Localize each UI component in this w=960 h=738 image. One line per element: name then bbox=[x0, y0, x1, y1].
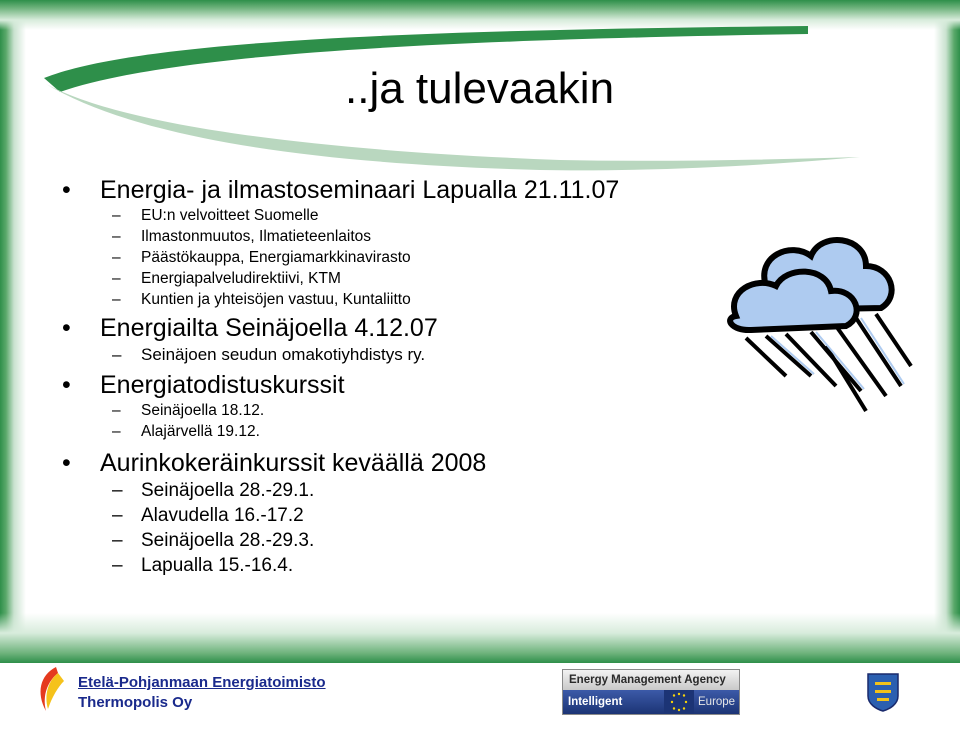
rain-cloud-icon bbox=[716, 226, 916, 426]
bullet-icon: • bbox=[62, 449, 71, 477]
sub-text: EU:n velvoitteet Suomelle bbox=[141, 207, 319, 224]
agency-banner bbox=[563, 690, 739, 732]
slide-content bbox=[62, 172, 762, 578]
dash-icon: – bbox=[112, 480, 123, 501]
org-name-line1: Etelä-Pohjanmaan Energiatoimisto bbox=[78, 674, 326, 691]
sub-text: Alavudella 16.-17.2 bbox=[141, 505, 304, 526]
dash-icon: – bbox=[112, 291, 121, 308]
dash-icon: – bbox=[112, 402, 121, 419]
dash-icon: – bbox=[112, 228, 121, 245]
sub-text: Energiapalveludirektiivi, KTM bbox=[141, 270, 341, 287]
energy-office-logo-icon bbox=[34, 663, 70, 715]
bullet-icon: • bbox=[62, 176, 71, 204]
bullet-item bbox=[62, 175, 762, 205]
sub-text: Seinäjoella 28.-29.3. bbox=[141, 530, 315, 551]
dash-icon: – bbox=[112, 423, 121, 440]
bullet-text: Aurinkokeräinkurssit keväällä 2008 bbox=[100, 449, 487, 477]
bullet-text: Energiailta Seinäjoella 4.12.07 bbox=[100, 314, 438, 342]
sub-item bbox=[62, 226, 762, 247]
sub-text: Ilmastonmuutos, Ilmatieteenlaitos bbox=[141, 228, 372, 245]
sub-item bbox=[62, 478, 762, 503]
sub-item bbox=[62, 343, 762, 367]
dash-icon: – bbox=[112, 530, 123, 551]
slide-title: ..ja tulevaakin bbox=[345, 64, 615, 113]
sub-item bbox=[62, 553, 762, 578]
dash-icon: – bbox=[112, 270, 121, 287]
bullet-item bbox=[62, 370, 762, 400]
eu-flag-icon bbox=[664, 690, 694, 714]
bullet-icon: • bbox=[62, 371, 71, 399]
bullet-item bbox=[62, 448, 762, 478]
agency-title: Energy Management Agency bbox=[563, 670, 739, 690]
dash-icon: – bbox=[112, 345, 122, 364]
bullet-icon: • bbox=[62, 314, 71, 342]
sub-text: Seinäjoella 28.-29.1. bbox=[141, 480, 315, 501]
sub-text: Päästökauppa, Energiamarkkinavirasto bbox=[141, 249, 411, 266]
sub-item bbox=[62, 528, 762, 553]
sub-item bbox=[62, 247, 762, 268]
bullet-text: Energia- ja ilmastoseminaari Lapualla 21.11.07 bbox=[100, 176, 620, 204]
energy-management-agency-logo bbox=[562, 669, 740, 732]
coat-of-arms-icon bbox=[866, 672, 900, 712]
sub-item bbox=[62, 289, 762, 310]
sub-text: Alajärvellä 19.12. bbox=[141, 423, 260, 440]
sub-text: Seinäjoella 18.12. bbox=[141, 402, 265, 419]
agency-region-label: Europe bbox=[698, 696, 736, 708]
org-name-line2: Thermopolis Oy bbox=[78, 694, 193, 711]
dash-icon: – bbox=[112, 555, 123, 576]
agency-program-label: Intelligent Energy bbox=[568, 696, 623, 732]
sub-text: Kuntien ja yhteisöjen vastuu, Kuntaliitto bbox=[141, 291, 411, 308]
bullet-item bbox=[62, 313, 762, 343]
sub-item bbox=[62, 400, 762, 421]
sub-item bbox=[62, 205, 762, 226]
sub-item bbox=[62, 503, 762, 528]
dash-icon: – bbox=[112, 249, 121, 266]
dash-icon: – bbox=[112, 505, 123, 526]
bullet-text: Energiatodistuskurssit bbox=[100, 371, 345, 399]
sub-text: Lapualla 15.-16.4. bbox=[141, 555, 294, 576]
sub-text: Seinäjoen seudun omakotiyhdistys ry. bbox=[141, 345, 426, 364]
sub-item bbox=[62, 421, 762, 442]
sub-item bbox=[62, 268, 762, 289]
dash-icon: – bbox=[112, 207, 121, 224]
footer-organization bbox=[78, 673, 326, 713]
